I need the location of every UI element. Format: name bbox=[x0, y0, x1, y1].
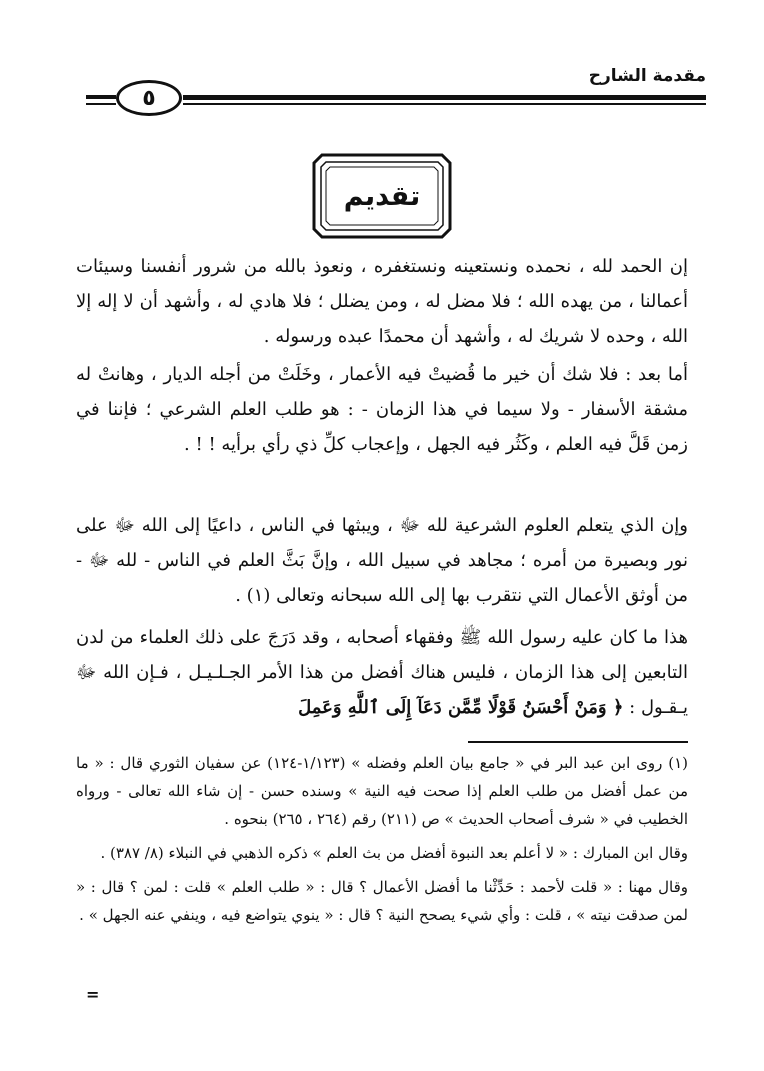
continuation-mark: = bbox=[86, 985, 100, 1004]
footnote-2: وقال ابن المبارك : « لا أعلم بعد النبوة أفضل من بث العلم » ذكره الذهبي في النبلاء (٨/ ٣٨٧) . bbox=[100, 844, 688, 862]
footnote-3: وقال مهنا : « قلت لأحمد : حَدِّثْنا ما أفضل الأعمال ؟ قال : « طلب العلم » قلت : لمن ؟ قال : « لمن صدقت نيته » ، قلت : وأي شيء يصحح النية ؟ قال : « ينوي يتواضع فيه ، وينفي عنه الجهل » . bbox=[76, 878, 688, 924]
header-rule-thin bbox=[183, 103, 706, 105]
header-left-rule bbox=[86, 95, 116, 99]
section-title-frame bbox=[312, 153, 452, 239]
footnote-1: (١) روى ابن عبد البر في « جامع بيان العلم وفضله » (١/١٢٣-١٢٤) عن سفيان الثوري قال : « ما من عمل أفضل من طلب العلم إذا صحت فيه النية » وسنده حسن - إن شاء الله تعالى - ورواه الخطيب في « شرف أصحاب الحديث » ص (٢١١) رقم (٢٦٤ ، ٢٦٥) بنحوه . bbox=[76, 754, 688, 828]
paragraph-text bbox=[76, 620, 688, 725]
paragraph-text: أما بعد : فلا شك أن خير ما قُضيتْ فيه الأعمار ، وخَلَتْ من أجله الديار ، وهانتْ له مشقة الأسفار - ولا سيما في هذا الزمان - : هو طلب العلم الشرعي ؛ فإننا في زمن قَلَّ فيه العلم ، وكَثُر فيه الجهل ، وإعجاب كلِّ ذي رأي برأيه ! ! . bbox=[76, 364, 688, 455]
paragraph-1 bbox=[76, 249, 688, 354]
section-title: تقديم bbox=[343, 180, 421, 212]
header-left-rule-thin bbox=[86, 103, 116, 105]
running-title: مقدمة الشارح bbox=[588, 66, 706, 86]
quran-verse: ﴿ وَمَنْ أَحْسَنُ قَوْلًا مِّمَّن دَعَآ إِلَى ٱللَّهِ وَعَمِلَ bbox=[298, 697, 624, 718]
paragraph-text: وإن الذي يتعلم العلوم الشرعية لله ﷻ ، ويبثها في الناس ، داعيًا إلى الله ﷻ على نور وبصيرة من أمره ؛ مجاهد في سبيل الله ، وإنَّ بَثَّ العلم في الناس - لله ﷻ - من أوثق الأعمال التي نتقرب بها إلى الله سبحانه وتعالى (١) . bbox=[76, 515, 688, 606]
paragraph-2 bbox=[76, 357, 688, 462]
footnote-separator bbox=[468, 741, 688, 743]
paragraph-text: إن الحمد لله ، نحمده ونستعينه ونستغفره ، ونعوذ بالله من شرور أنفسنا وسيئات أعمالنا ، من يهده الله ؛ فلا مضل له ، ومن يضلل ؛ فلا هادي له ، وأشهد أن لا إله إلا الله ، وحده لا شريك له ، وأشهد أن محمدًا عبده ورسوله . bbox=[76, 256, 688, 347]
header-rule bbox=[183, 95, 706, 100]
paragraph-3 bbox=[76, 508, 688, 613]
footnotes bbox=[76, 749, 688, 935]
paragraph-4-text: هذا ما كان عليه رسول الله ﷺ وفقهاء أصحابه ، وقد دَرَجَ على ذلك العلماء من لدن التابعين إلى هذا الزمان ، فليس هناك أفضل من هذا الأمر الجـلـيـل ، فـإن الله ﷻ يـقـول : bbox=[76, 627, 688, 718]
page-number: ٥ bbox=[116, 80, 182, 116]
paragraph-4 bbox=[76, 620, 688, 725]
